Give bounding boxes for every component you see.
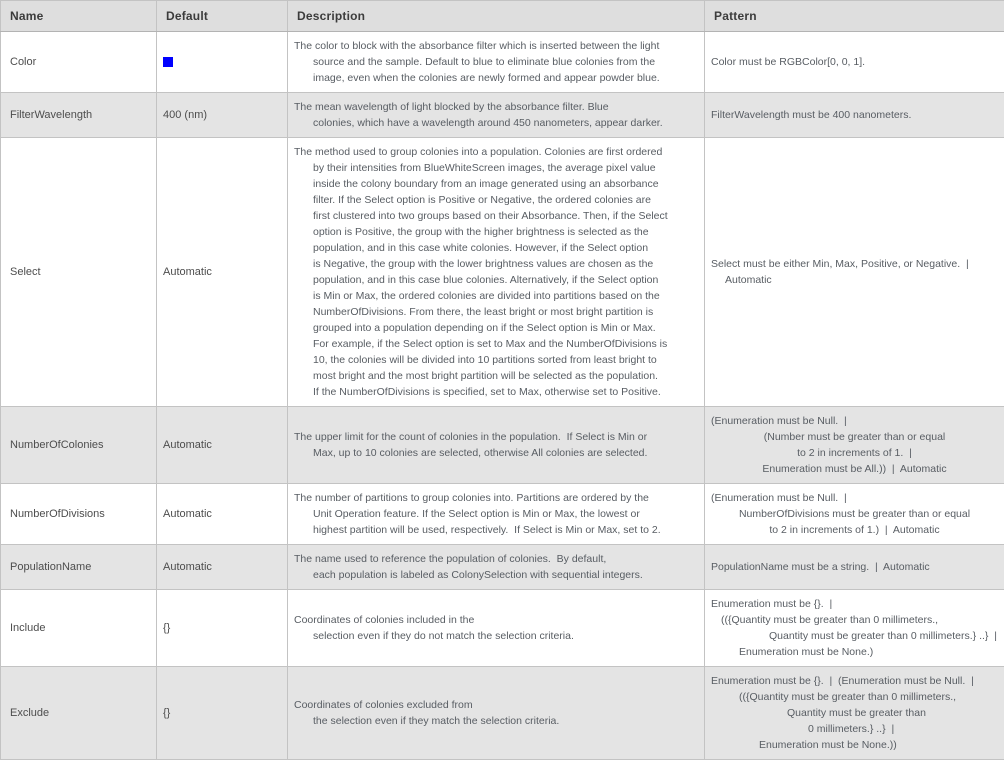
description-cell bbox=[288, 484, 705, 545]
description-line: Unit Operation feature. If the Select option is Min or Max, the lowest or bbox=[294, 506, 698, 522]
default-value-cell bbox=[157, 32, 288, 93]
description-line: Coordinates of colonies excluded from bbox=[294, 697, 698, 713]
column-header-name: Name bbox=[1, 1, 157, 32]
table-row-color bbox=[1, 32, 1004, 93]
pattern-cell bbox=[705, 667, 1004, 760]
pattern-line: to 2 in increments of 1.) | Automatic bbox=[711, 522, 998, 538]
default-value: Automatic bbox=[163, 439, 212, 451]
description-line: image, even when the colonies are newly formed and appear powder blue. bbox=[294, 70, 698, 86]
pattern-line: (({Quantity must be greater than 0 millimeters., bbox=[711, 612, 998, 628]
description-cell bbox=[288, 32, 705, 93]
description-line: is Min or Max, the ordered colonies are divided into partitions based on the bbox=[294, 288, 698, 304]
option-name: Include bbox=[1, 590, 157, 667]
description-line: If the NumberOfDivisions is specified, set to Max, otherwise set to Positive. bbox=[294, 384, 698, 400]
default-value: {} bbox=[163, 622, 170, 634]
description-line: NumberOfDivisions. From there, the least bright or most bright partition is bbox=[294, 304, 698, 320]
pattern-line: FilterWavelength must be 400 nanometers. bbox=[711, 107, 998, 123]
description-line: For example, if the Select option is set to Max and the NumberOfDivisions is bbox=[294, 336, 698, 352]
default-value-cell bbox=[157, 545, 288, 590]
column-header-default: Default bbox=[157, 1, 288, 32]
description-line: is Negative, the group with the lower brightness values are chosen as the bbox=[294, 256, 698, 272]
column-header-pattern: Pattern bbox=[705, 1, 1004, 32]
pattern-line: PopulationName must be a string. | Automatic bbox=[711, 559, 998, 575]
default-value: Automatic bbox=[163, 508, 212, 520]
description-line: each population is labeled as ColonySelection with sequential integers. bbox=[294, 567, 698, 583]
table-body bbox=[1, 32, 1004, 760]
pattern-line: Enumeration must be None.)) bbox=[711, 737, 998, 753]
header-row bbox=[1, 1, 1004, 32]
default-value: Automatic bbox=[163, 266, 212, 278]
option-name: Exclude bbox=[1, 667, 157, 760]
option-name: Select bbox=[1, 138, 157, 407]
default-value-cell bbox=[157, 484, 288, 545]
pattern-cell bbox=[705, 93, 1004, 138]
description-line: selection even if they do not match the selection criteria. bbox=[294, 628, 698, 644]
description-line: highest partition will be used, respectively. If Select is Min or Max, set to 2. bbox=[294, 522, 698, 538]
default-value: Automatic bbox=[163, 561, 212, 573]
pattern-line: Enumeration must be {}. | bbox=[711, 596, 998, 612]
option-name: NumberOfDivisions bbox=[1, 484, 157, 545]
description-line: most bright and the most bright partition will be selected as the population. bbox=[294, 368, 698, 384]
option-name: FilterWavelength bbox=[1, 93, 157, 138]
pattern-line: 0 millimeters.} ..} | bbox=[711, 721, 998, 737]
default-value-cell bbox=[157, 93, 288, 138]
pattern-line: (Enumeration must be Null. | bbox=[711, 490, 998, 506]
description-line: The mean wavelength of light blocked by the absorbance filter. Blue bbox=[294, 99, 698, 115]
table-row-include bbox=[1, 590, 1004, 667]
description-line: inside the colony boundary from an image generated using an absorbance bbox=[294, 176, 698, 192]
description-line: first clustered into two groups based on their Absorbance. Then, if the Select bbox=[294, 208, 698, 224]
description-line: The method used to group colonies into a population. Colonies are first ordered bbox=[294, 144, 698, 160]
table-row-numberofcolonies bbox=[1, 407, 1004, 484]
table-row-filterwavelength bbox=[1, 93, 1004, 138]
color-swatch-icon bbox=[163, 57, 173, 67]
table-row-exclude bbox=[1, 667, 1004, 760]
description-line: source and the sample. Default to blue to eliminate blue colonies from the bbox=[294, 54, 698, 70]
pattern-line: (({Quantity must be greater than 0 millimeters., bbox=[711, 689, 998, 705]
description-line: Max, up to 10 colonies are selected, otherwise All colonies are selected. bbox=[294, 445, 698, 461]
pattern-cell bbox=[705, 32, 1004, 93]
option-name: PopulationName bbox=[1, 545, 157, 590]
default-value-cell bbox=[157, 407, 288, 484]
description-line: the selection even if they match the selection criteria. bbox=[294, 713, 698, 729]
description-line: The upper limit for the count of colonies in the population. If Select is Min or bbox=[294, 429, 698, 445]
default-value-cell bbox=[157, 667, 288, 760]
description-line: 10, the colonies will be divided into 10 partitions sorted from least bright to bbox=[294, 352, 698, 368]
description-cell bbox=[288, 590, 705, 667]
description-line: option is Positive, the group with the higher brightness is selected as the bbox=[294, 224, 698, 240]
description-cell bbox=[288, 545, 705, 590]
pattern-line: Enumeration must be All.)) | Automatic bbox=[711, 461, 998, 477]
description-cell bbox=[288, 138, 705, 407]
table-header bbox=[1, 1, 1004, 32]
pattern-line: (Enumeration must be Null. | bbox=[711, 413, 998, 429]
default-value-cell bbox=[157, 590, 288, 667]
table-row-populationname bbox=[1, 545, 1004, 590]
pattern-line: NumberOfDivisions must be greater than or equal bbox=[711, 506, 998, 522]
pattern-line: (Number must be greater than or equal bbox=[711, 429, 998, 445]
column-header-description: Description bbox=[288, 1, 705, 32]
pattern-cell bbox=[705, 590, 1004, 667]
pattern-line: Quantity must be greater than 0 millimeters.} ..} | bbox=[711, 628, 998, 644]
description-cell bbox=[288, 93, 705, 138]
pattern-line: to 2 in increments of 1. | bbox=[711, 445, 998, 461]
description-line: Coordinates of colonies included in the bbox=[294, 612, 698, 628]
description-line: colonies, which have a wavelength around 450 nanometers, appear darker. bbox=[294, 115, 698, 131]
pattern-line: Color must be RGBColor[0, 0, 1]. bbox=[711, 54, 998, 70]
description-cell bbox=[288, 407, 705, 484]
description-line: The number of partitions to group colonies into. Partitions are ordered by the bbox=[294, 490, 698, 506]
description-cell bbox=[288, 667, 705, 760]
description-line: population, and in this case white colonies. However, if the Select option bbox=[294, 240, 698, 256]
pattern-line: Enumeration must be {}. | (Enumeration must be Null. | bbox=[711, 673, 998, 689]
description-line: filter. If the Select option is Positive or Negative, the ordered colonies are bbox=[294, 192, 698, 208]
pattern-cell bbox=[705, 545, 1004, 590]
option-name: Color bbox=[1, 32, 157, 93]
table-row-numberofdivisions bbox=[1, 484, 1004, 545]
pattern-line: Enumeration must be None.) bbox=[711, 644, 998, 660]
table-row-select bbox=[1, 138, 1004, 407]
pattern-line: Select must be either Min, Max, Positive, or Negative. | bbox=[711, 256, 998, 272]
default-value: 400 (nm) bbox=[163, 109, 207, 121]
description-line: The color to block with the absorbance filter which is inserted between the light bbox=[294, 38, 698, 54]
pattern-cell bbox=[705, 138, 1004, 407]
pattern-cell bbox=[705, 484, 1004, 545]
description-line: grouped into a population depending on if the Select option is Min or Max. bbox=[294, 320, 698, 336]
description-line: population, and in this case blue colonies. Alternatively, if the Select option bbox=[294, 272, 698, 288]
pattern-cell bbox=[705, 407, 1004, 484]
pattern-line: Automatic bbox=[711, 272, 998, 288]
pattern-line: Quantity must be greater than bbox=[711, 705, 998, 721]
option-name: NumberOfColonies bbox=[1, 407, 157, 484]
description-line: by their intensities from BlueWhiteScreen images, the average pixel value bbox=[294, 160, 698, 176]
description-line: The name used to reference the population of colonies. By default, bbox=[294, 551, 698, 567]
default-value: {} bbox=[163, 707, 170, 719]
default-value-cell bbox=[157, 138, 288, 407]
